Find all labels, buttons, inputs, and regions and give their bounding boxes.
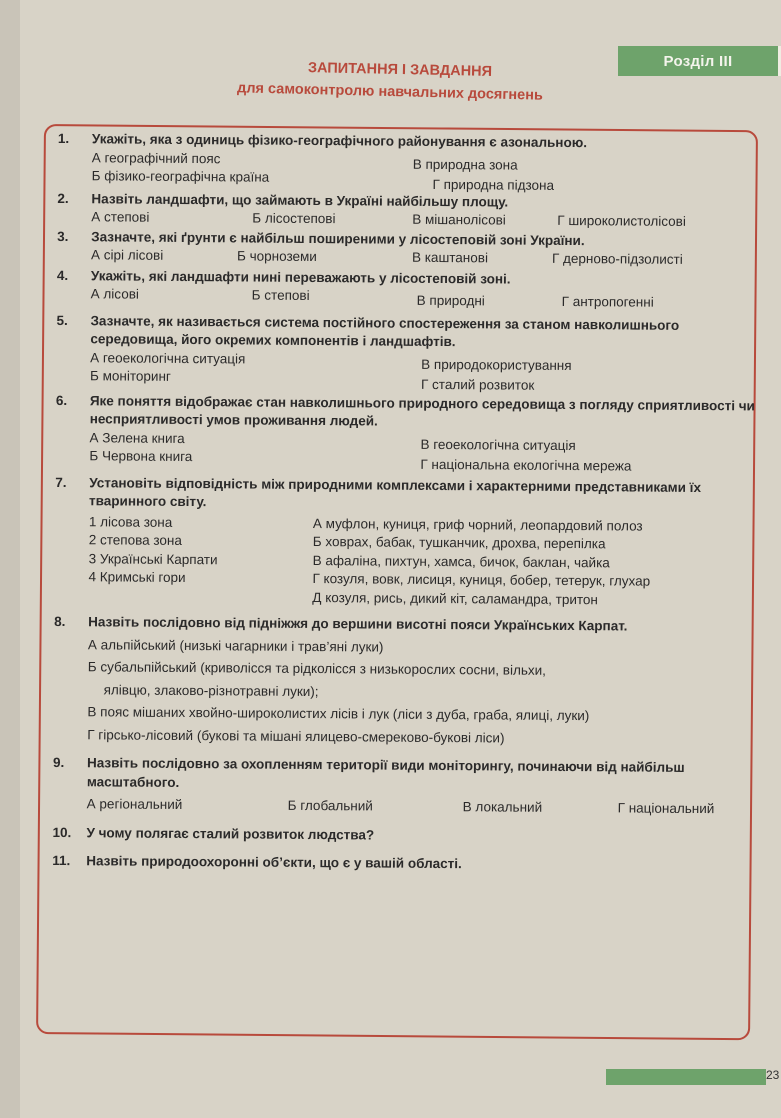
match-left: 2 степова зона	[88, 532, 182, 548]
match-right: Б ховрах, бабак, тушканчик, дрохва, перепілка	[312, 534, 606, 552]
option: Б моніторинг	[90, 368, 171, 384]
question-8	[53, 613, 754, 749]
questions-list	[52, 130, 758, 877]
option: Б субальпійський (криволісся та рідколісся з низькорослих сосни, вільхи,	[87, 659, 547, 678]
option: Г гірсько-лісовий (букові та мішані ялицево-смереково-букові ліси)	[87, 726, 505, 746]
question-6	[55, 391, 756, 474]
match-right: Г козуля, вовк, лисиця, куниця, бобер, тетерук, глухар	[312, 571, 651, 589]
question-text: Назвіть послідовно за охопленням території види моніторингу, починаючи від найбільш масштабного.	[86, 755, 685, 790]
question-text: У чому полягає сталий розвиток людства?	[86, 824, 375, 843]
question-number: 6.	[55, 392, 68, 408]
question-number: 3.	[57, 228, 69, 244]
question-number: 5.	[56, 312, 68, 328]
question-2	[57, 189, 757, 231]
option: А Зелена книга	[89, 429, 185, 446]
option: В природна зона	[412, 156, 518, 173]
question-1	[58, 130, 758, 191]
question-5	[56, 311, 757, 393]
option: А лісові	[90, 286, 139, 302]
page-title: ЗАПИТАННЯ І ЗАВДАННЯ	[307, 60, 493, 80]
option: В каштанові	[411, 249, 489, 266]
page-subtitle: для самоконтролю навчальних досягнень	[236, 80, 544, 104]
option: Б лісостепові	[252, 210, 336, 227]
option: Г сталий розвиток	[420, 376, 535, 393]
question-text: Зазначте, які ґрунти є найбільш поширеними у лісостеповій зоні України.	[91, 228, 585, 248]
option: В природні	[416, 292, 485, 309]
option: Б фізико-географічна країна	[91, 168, 270, 185]
match-left	[88, 587, 312, 607]
question-text: Укажіть, які ландшафти нині переважають у лісостеповій зоні.	[90, 267, 511, 287]
option-continuation: ялівцю, злаково-різнотравні луки);	[103, 681, 319, 699]
question-number: 10.	[52, 824, 72, 840]
option: Б глобальний	[287, 797, 373, 814]
question-number: 9.	[52, 754, 65, 771]
option: А степові	[91, 209, 150, 225]
question-text: Назвіть послідовно від підніжжя до вершини висотні пояси Українських Карпат.	[88, 614, 628, 634]
question-7	[54, 473, 755, 610]
question-number: 11.	[52, 852, 71, 869]
question-3	[57, 227, 757, 269]
match-left: 4 Кримські гори	[88, 569, 186, 586]
option: Г широколистолісові	[557, 212, 686, 229]
option: В природокористування	[421, 356, 572, 373]
option: А альпійський (низькі чагарники і трав’яні луки)	[87, 636, 384, 655]
question-number: 1.	[57, 130, 70, 147]
question-text: Яке поняття відображає стан навколишнього природного середовища з погляду сприятливості чи несприятливості умов проживання людей.	[89, 392, 755, 429]
question-text: Укажіть, яка з одиниць фізико-географічного районування є азональною.	[91, 131, 588, 151]
question-text: Установіть відповідність між природними комплексами і характерними представниками їх тваринного світу.	[89, 474, 702, 510]
question-text: Зазначте, як називається система постійного спостереження за станом навколишнього середовища, його окремих компонентів і ландшафтів.	[90, 312, 680, 350]
option: Г національний	[617, 800, 715, 817]
option: Г природна підзона	[432, 176, 555, 193]
question-text: Назвіть природоохоронні об’єкти, що є у вашій області.	[86, 853, 462, 872]
section-tab: Розділ III	[618, 46, 778, 76]
option: Б Червона книга	[89, 448, 193, 465]
option: Б чорноземи	[236, 248, 317, 265]
option: В геоекологічна ситуація	[420, 436, 576, 453]
option: Г національна екологічна мережа	[420, 456, 632, 474]
footer-bar	[606, 1069, 766, 1085]
match-right: В афаліна, пихтун, хамса, бичок, баклан, чайка	[312, 552, 610, 570]
option: В мішанолісові	[412, 211, 506, 228]
question-9	[53, 754, 753, 819]
option: Б степові	[251, 287, 310, 303]
option: А сірі лісові	[90, 247, 164, 263]
option: А геоекологічна ситуація	[90, 349, 246, 366]
option: Г антропогенні	[561, 293, 654, 310]
match-left: 3 Українські Карпати	[88, 550, 218, 567]
question-4	[57, 266, 757, 308]
match-left: 1 лісова зона	[88, 513, 173, 530]
option: А регіональний	[86, 796, 183, 812]
option: В локальний	[462, 799, 543, 815]
match-right: Д козуля, рись, дикий кіт, саламандра, тритон	[312, 589, 598, 607]
question-text: Назвіть ландшафти, що займають в Україні найбільшу площу.	[91, 190, 509, 210]
question-10	[52, 823, 752, 847]
page-number: 23	[766, 1068, 780, 1082]
question-number: 4.	[56, 267, 69, 283]
option: В пояс мішаних хвойно-широколистих лісів і лук (ліси з дуба, граба, ялиці, луки)	[87, 704, 590, 724]
question-number: 8.	[54, 613, 66, 630]
question-number: 7.	[55, 474, 67, 490]
option: А географічний пояс	[91, 149, 221, 166]
question-number: 2.	[57, 190, 69, 206]
match-right: А муфлон, куниця, гриф чорний, леопардовий полоз	[312, 515, 643, 534]
option: Г дерново-підзолисті	[551, 250, 683, 267]
